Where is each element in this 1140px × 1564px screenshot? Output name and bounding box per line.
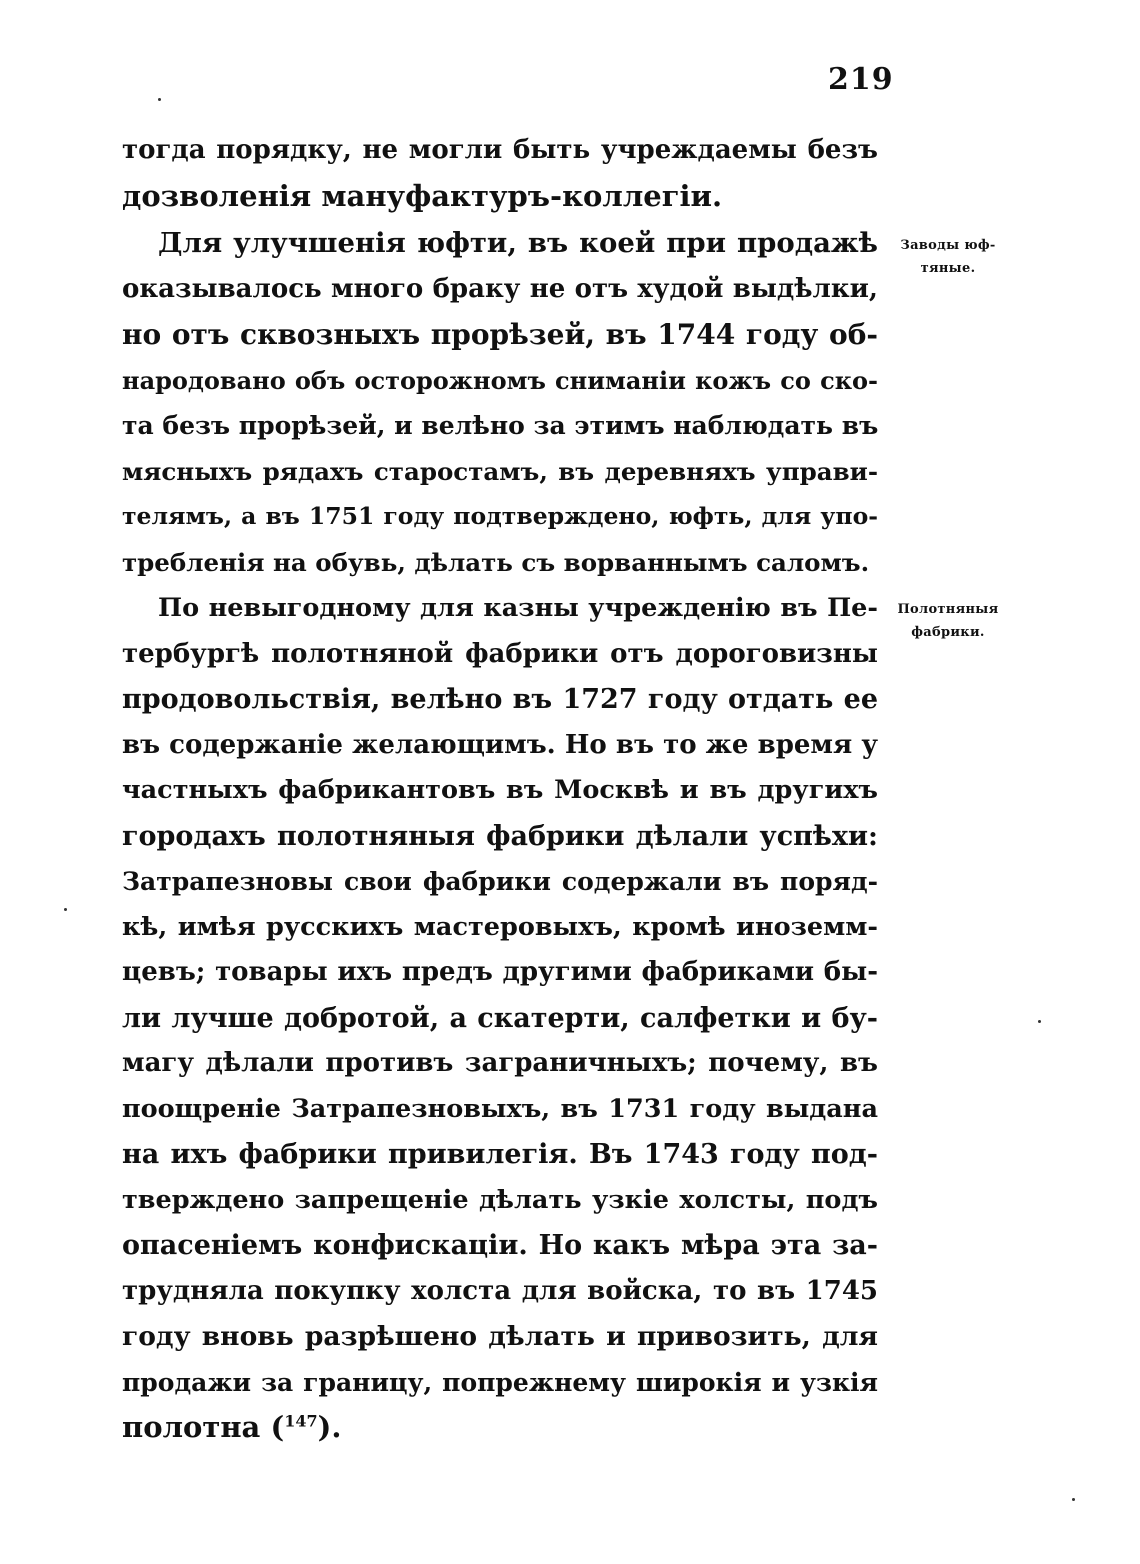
page-number: 219: [828, 62, 894, 97]
paragraph-yuft: [122, 221, 878, 585]
margin-note-line: тяные.: [920, 261, 976, 276]
text-line: на ихъ фабрики привилегія. Въ 1743 году под-: [122, 1139, 878, 1170]
paragraph-continuation: [122, 128, 878, 219]
text-line: году вновь разрѣшено дѣлать и привозить, для: [122, 1321, 878, 1352]
margin-note-linen: [886, 598, 1010, 644]
paren-close: ).: [317, 1410, 342, 1444]
text-line: ли лучше добротой, а скатерти, салфетки и бу-: [122, 1002, 878, 1034]
text-line: дозволенія мануфактуръ-коллегіи.: [122, 178, 723, 213]
scan-speck: [158, 98, 161, 101]
text-line: цевъ; товары ихъ предъ другими фабриками бы-: [122, 957, 878, 987]
text-line: Для улучшенія юфти, въ коей при продажѣ: [158, 227, 878, 259]
text-line: Затрапезновы свои фабрики содержали въ поряд-: [122, 867, 878, 896]
text-line: опасеніемъ конфискаціи. Но какъ мѣра эта за-: [122, 1230, 878, 1261]
text-line: оказывалось много браку не отъ худой выдѣлки,: [122, 273, 878, 304]
text-line: продажи за границу, попрежнему широкія и узкія: [122, 1367, 878, 1397]
text-line: тербургѣ полотняной фабрики отъ дороговизны: [122, 638, 878, 669]
footnote-reference[interactable]: 147: [284, 1411, 318, 1431]
text-line: поощреніе Затрапезновыхъ, въ 1731 году выдана: [122, 1093, 878, 1124]
paren-open: (: [270, 1410, 285, 1444]
text-line: кѣ, имѣя русскихъ мастеровыхъ, кромѣ иноземм-: [122, 911, 878, 942]
text-line-end: полотна: [122, 1410, 261, 1444]
text-line: телямъ, а въ 1751 году подтверждено, юфть, для упо-: [122, 502, 878, 530]
scan-speck: [1072, 1498, 1075, 1501]
text-line: требленія на обувь, дѣлать съ ворваннымъ саломъ.: [122, 547, 870, 577]
text-line: въ содержаніе желающимъ. Но въ то же время у: [122, 729, 878, 760]
margin-note-line: Заводы юф-: [900, 238, 996, 253]
text-line: По невыгодному для казны учрежденію въ Пе-: [158, 593, 878, 623]
text-line: трудняла покупку холста для войска, то въ 1745: [122, 1275, 878, 1306]
margin-note-yuft: [886, 234, 1010, 280]
text-line: частныхъ фабрикантовъ въ Москвѣ и въ другихъ: [122, 775, 878, 805]
text-line: мясныхъ рядахъ старостамъ, въ деревняхъ управи-: [122, 456, 878, 486]
text-line: народовано объ осторожномъ сниманіи кожъ со ско-: [122, 365, 878, 395]
final-line: [122, 1405, 878, 1451]
paragraph-linen: [122, 586, 878, 1451]
scan-speck: [1038, 1020, 1041, 1023]
text-line: тверждено запрещеніе дѣлать узкіе холсты, подъ: [122, 1184, 878, 1215]
text-line: тогда порядку, не могли быть учреждаемы безъ: [122, 135, 878, 165]
margin-note-line: фабрики.: [911, 625, 985, 640]
scan-speck: [64, 908, 67, 911]
text-line: та безъ прорѣзей, и велѣно за этимъ наблюдать въ: [122, 411, 879, 440]
text-line: продовольствія, велѣно въ 1727 году отдать ее: [122, 684, 878, 715]
margin-note-line: Полотняныя: [897, 602, 999, 617]
text-line: магу дѣлали противъ заграничныхъ; почему, въ: [122, 1048, 878, 1078]
text-line: но отъ сквозныхъ прорѣзей, въ 1744 году об-: [122, 318, 878, 351]
text-line: городахъ полотняныя фабрики дѣлали успѣхи:: [122, 820, 878, 852]
